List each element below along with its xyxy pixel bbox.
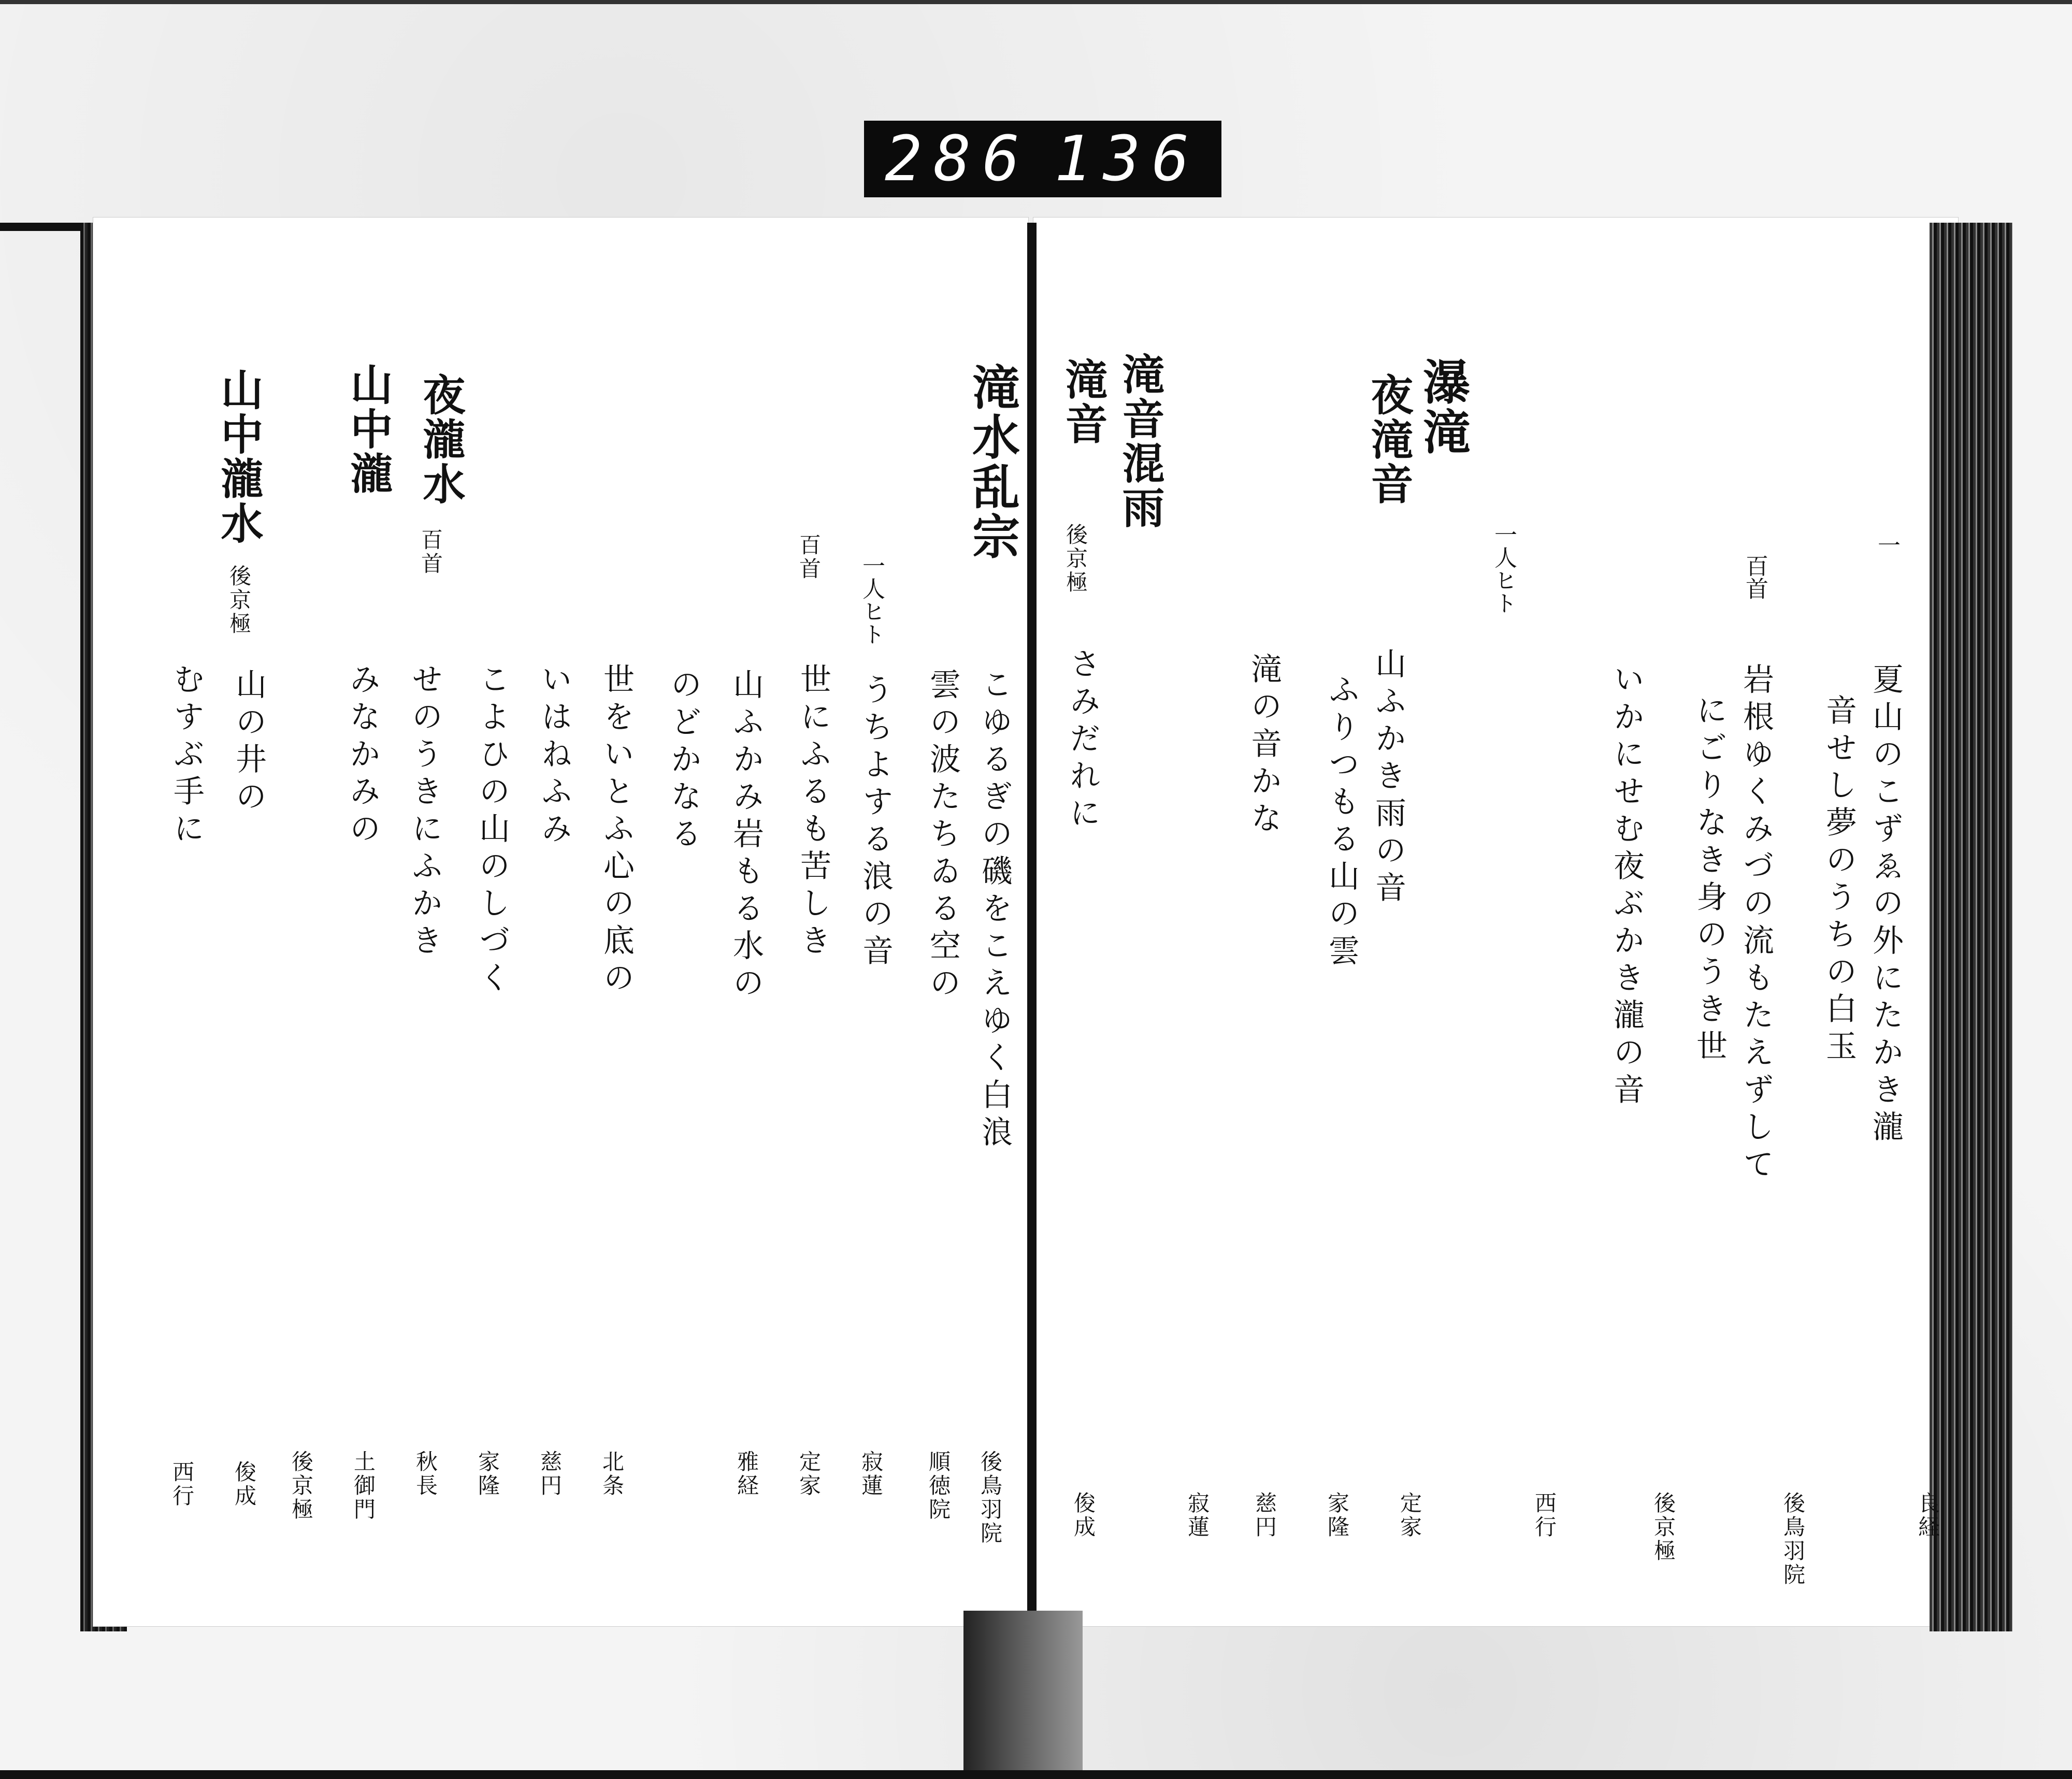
poem-right-9: さみだれに xyxy=(1064,647,1101,834)
heading-right-1: 瀑滝 xyxy=(1415,357,1471,457)
counter-right: 136 xyxy=(1054,123,1201,195)
poem-right-3: 岩根ゆくみづの流もたえずして xyxy=(1738,663,1774,1185)
poem-right-2: 音せし夢のうちの白玉 xyxy=(1821,694,1857,1067)
heading-left-3: 山中瀧 xyxy=(343,363,393,496)
mark-right-4: 後京極 xyxy=(1063,523,1088,595)
poem-right-8: 滝の音かな xyxy=(1246,653,1282,839)
poem-left-7: 世をいとふ心の底の xyxy=(598,663,635,999)
book-gutter xyxy=(1027,223,1037,1631)
author-left-2: 順徳院 xyxy=(926,1450,951,1522)
heading-right-2: 夜滝音 xyxy=(1364,373,1414,507)
poem-left-2: 雲の波たちゐる空の xyxy=(925,668,961,1004)
frame-counter xyxy=(864,121,1221,197)
top-border xyxy=(0,0,2072,4)
author-left-4: 定家 xyxy=(796,1450,822,1498)
author-left-3: 寂蓮 xyxy=(858,1450,884,1498)
poem-left-8: いはねふみ xyxy=(536,663,572,849)
author-right-5: 定家 xyxy=(1397,1492,1422,1539)
author-left-7: 慈円 xyxy=(537,1450,563,1498)
right-page xyxy=(1033,218,1958,1626)
author-left-13: 西行 xyxy=(169,1460,195,1508)
heading-right-4: 滝音 xyxy=(1058,357,1108,446)
poem-left-10: せのうきにふかき xyxy=(407,663,443,961)
heading-left-2: 夜瀧水 xyxy=(416,373,466,507)
mark-right-2: 百首 xyxy=(1742,554,1768,600)
mark-left-4: 後京極 xyxy=(226,565,252,636)
mark-right-1: 一 xyxy=(1874,533,1900,556)
poem-right-5: いかにせむ夜ぶかき瀧の音 xyxy=(1608,663,1645,1110)
poem-left-6: のどかなる xyxy=(666,668,702,855)
poem-left-1: こゆるぎの磯をこえゆく白浪 xyxy=(976,668,1013,1153)
author-right-8: 寂蓮 xyxy=(1185,1492,1210,1539)
poem-right-6: 山ふかき雨の音 xyxy=(1370,647,1406,908)
author-right-4: 西行 xyxy=(1532,1492,1557,1539)
author-left-6: 北条 xyxy=(599,1450,625,1498)
poem-right-1: 夏山のこずゑの外にたかき瀧 xyxy=(1867,663,1904,1148)
author-right-7: 慈円 xyxy=(1252,1492,1277,1539)
poem-left-13: むすぶ手に xyxy=(168,663,205,849)
mark-left-3: 百首 xyxy=(418,528,443,576)
poem-left-11: みなかみの xyxy=(344,663,381,849)
author-right-6: 家隆 xyxy=(1325,1492,1350,1539)
mark-left-2: 百首 xyxy=(796,533,822,581)
right-book-edge xyxy=(1930,223,2012,1631)
poem-left-3: うちよする浪の音 xyxy=(857,673,894,972)
author-left-12: 俊成 xyxy=(232,1460,257,1508)
mark-left-1: 一人ヒト xyxy=(858,554,885,645)
author-left-11: 後京極 xyxy=(289,1450,314,1522)
author-left-9: 秋長 xyxy=(413,1450,438,1498)
bottom-border xyxy=(0,1770,2072,1779)
heading-left-4: 山中瀧水 xyxy=(214,368,264,546)
author-right-3: 後京極 xyxy=(1651,1492,1676,1563)
mark-right-3: 一人ヒト xyxy=(1490,523,1517,614)
poem-left-12: 山の井の xyxy=(231,668,267,817)
left-binding-tab xyxy=(0,223,94,1629)
poem-right-7: ふりつもる山の雲 xyxy=(1323,673,1360,972)
gutter-shadow xyxy=(963,1611,1083,1770)
counter-left: 286 xyxy=(885,123,1031,195)
author-left-10: 土御門 xyxy=(351,1450,376,1522)
poem-left-4: 世にふるも苦しき xyxy=(795,663,831,961)
author-left-8: 家隆 xyxy=(475,1450,500,1498)
author-right-9: 俊成 xyxy=(1071,1492,1096,1539)
author-right-2: 後鳥羽院 xyxy=(1780,1492,1806,1587)
poem-left-5: 山ふかみ岩もる水の xyxy=(728,668,764,1004)
heading-right-3: 滝音混雨 xyxy=(1115,352,1165,530)
author-left-5: 雅経 xyxy=(734,1450,759,1498)
poem-right-4: にごりなき身のうき世 xyxy=(1691,694,1728,1067)
poem-left-9: こよひの山のしづく xyxy=(474,663,510,999)
heading-left-1: 滝水乱宗 xyxy=(965,363,1020,561)
author-left-1: 後鳥羽院 xyxy=(977,1450,1003,1545)
author-right-1: 良経 xyxy=(1915,1492,1940,1539)
